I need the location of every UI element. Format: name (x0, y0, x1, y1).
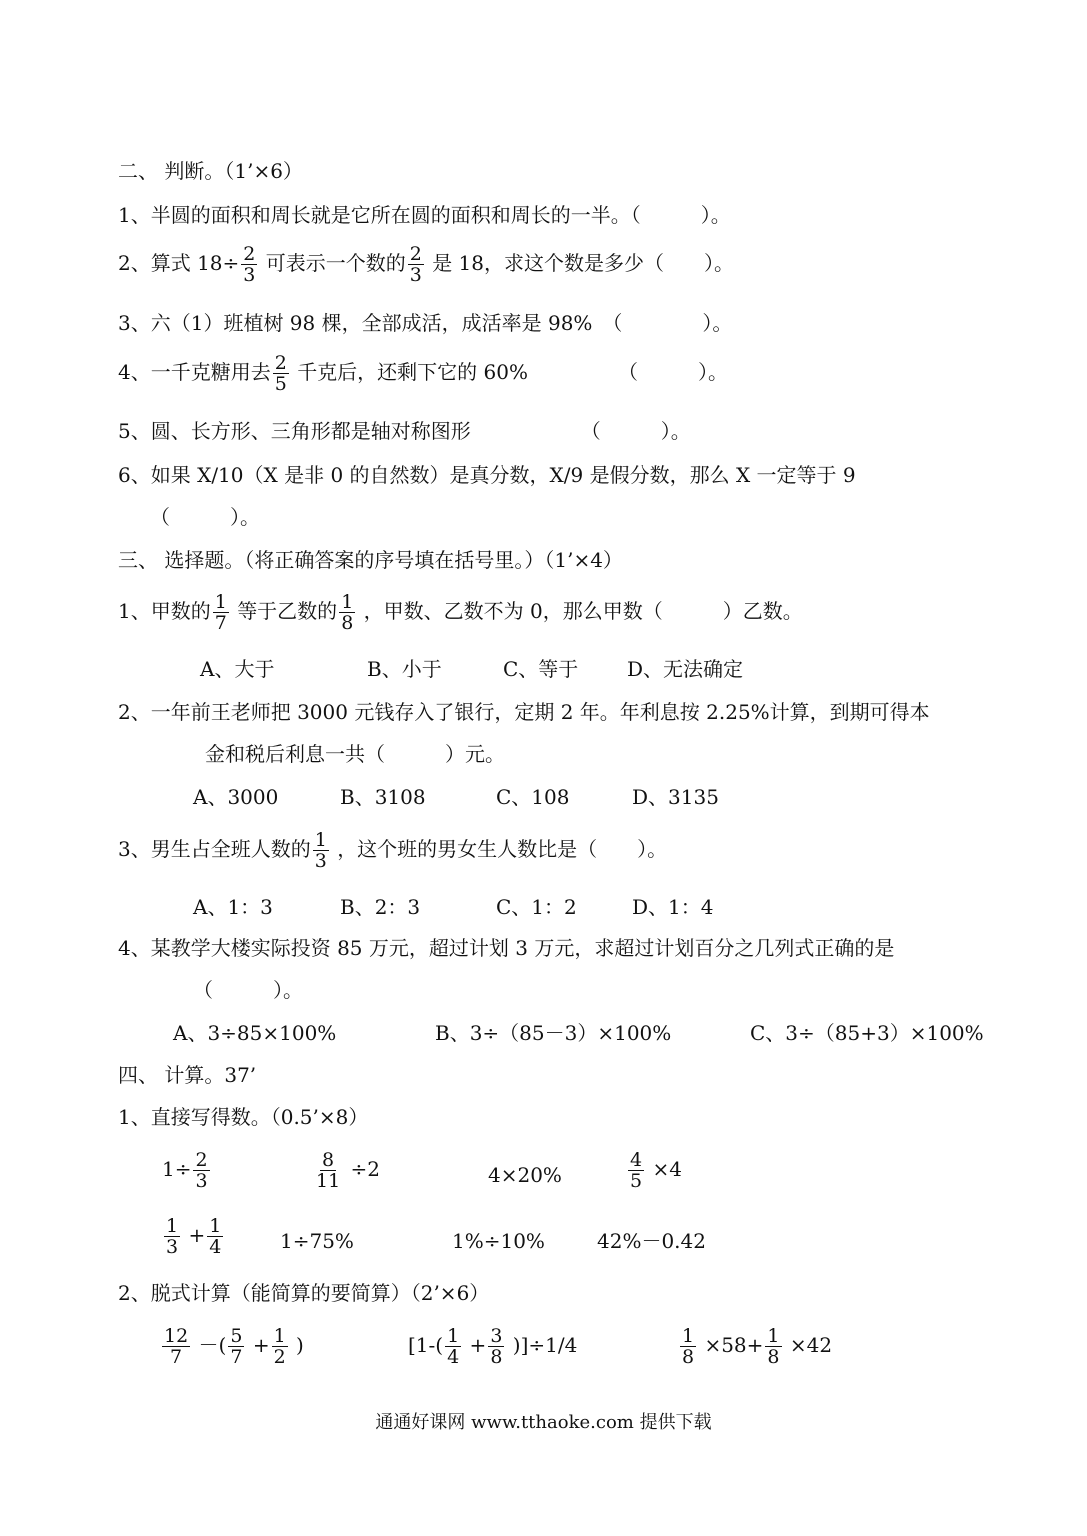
s3-question-1 (118, 592, 803, 633)
text-segment: ) (296, 1333, 304, 1357)
calc-item-1 (162, 1150, 212, 1191)
s3-q4-option-c: C、3÷（85+3）×100% (750, 1021, 984, 1045)
fraction (273, 353, 289, 394)
fraction-denominator: 4 (209, 1236, 222, 1258)
s3-q2-option-c: C、108 (496, 785, 570, 809)
calc-item-4 (626, 1150, 682, 1191)
text-segment: 等于乙数的 (237, 599, 338, 623)
text-segment: ，甲数、乙数不为 0，那么甲数（ ）乙数。 (363, 599, 803, 623)
expr-item-2 (408, 1326, 577, 1367)
s2-question-1: 1、半圆的面积和周长就是它所在圆的面积和周长的一半。（ ）。 (118, 203, 731, 227)
fraction-denominator: 8 (682, 1346, 695, 1368)
fraction-denominator: 4 (447, 1346, 460, 1368)
s3-question-3 (118, 830, 667, 871)
text-segment: 1÷ (162, 1157, 192, 1181)
fraction (162, 1326, 190, 1367)
fraction-denominator: 11 (316, 1170, 341, 1192)
fraction-numerator: 1 (767, 1325, 780, 1347)
fraction (628, 1150, 644, 1191)
fraction-numerator: 1 (447, 1325, 460, 1347)
fraction-denominator: 8 (490, 1346, 503, 1368)
fraction (680, 1326, 696, 1367)
text-segment: 2、算式 18÷ (118, 251, 240, 275)
s3-q4-option-b: B、3÷（85－3）×100% (435, 1021, 672, 1045)
fraction-denominator: 8 (341, 612, 354, 634)
fraction (313, 830, 329, 871)
fraction-numerator: 4 (630, 1149, 643, 1171)
page-footer: 通通好课网 www.tthaoke.com 提供下载 (375, 1412, 712, 1433)
fraction-denominator: 3 (409, 264, 422, 286)
s3-q1-option-d: D、无法确定 (627, 657, 744, 681)
s2-question-2 (118, 244, 734, 285)
fraction-denominator: 7 (230, 1346, 243, 1368)
section-3-heading: 三、 选择题。（将正确答案的序号填在括号里。）（1’×4） (118, 548, 623, 572)
fraction (241, 244, 257, 285)
s2-question-3: 3、六（1）班植树 98 棵，全部成活，成活率是 98% （ ）。 (118, 311, 733, 335)
fraction (193, 1150, 209, 1191)
fraction-numerator: 2 (243, 243, 256, 265)
fraction-denominator: 8 (767, 1346, 780, 1368)
fraction-denominator: 3 (195, 1170, 208, 1192)
fraction-numerator: 2 (274, 352, 287, 374)
s3-q3-option-a: A、1：3 (193, 895, 273, 919)
fraction (314, 1150, 342, 1191)
s3-question-2-line2: 金和税后利息一共（ ）元。 (205, 742, 505, 766)
text-segment: + (469, 1333, 487, 1357)
text-segment: ，这个班的男女生人数比是（ ）。 (337, 837, 668, 861)
calc-item-6: 1÷75% (280, 1229, 354, 1253)
section-4-heading: 四、 计算。37’ (118, 1063, 257, 1087)
text-segment: [1-( (408, 1333, 444, 1357)
text-segment: )]÷1/4 (512, 1333, 578, 1357)
text-segment: 可表示一个数的 (265, 251, 406, 275)
calc-item-7: 1%÷10% (452, 1229, 545, 1253)
text-segment: 4、一千克糖用去 (118, 360, 271, 384)
s3-q1-option-c: C、等于 (503, 657, 579, 681)
fraction (765, 1326, 781, 1367)
text-segment: 千克后，还剩下它的 60% （ ）。 (297, 360, 728, 384)
s3-question-2-line1: 2、一年前王老师把 3000 元钱存入了银行，定期 2 年。年利息按 2.25%计算，到期可得本 (118, 700, 930, 724)
calc-item-5 (162, 1216, 225, 1257)
s3-question-4-line2: （ ）。 (193, 978, 303, 1002)
fraction (445, 1326, 461, 1367)
text-segment: + (252, 1333, 270, 1357)
fraction-numerator: 1 (166, 1215, 179, 1237)
text-segment: 是 18，求这个数是多少（ ）。 (432, 251, 735, 275)
fraction-denominator: 5 (630, 1170, 643, 1192)
s2-question-5: 5、圆、长方形、三角形都是轴对称图形 （ ）。 (118, 419, 691, 443)
s3-q2-option-b: B、3108 (340, 785, 426, 809)
s3-q4-option-a: A、3÷85×100% (173, 1021, 337, 1045)
expr-item-3 (678, 1326, 832, 1367)
text-segment: －( (198, 1333, 227, 1357)
fraction-numerator: 5 (230, 1325, 243, 1347)
calc-item-2 (312, 1150, 380, 1191)
fraction-denominator: 3 (314, 850, 327, 872)
fraction-denominator: 7 (214, 612, 227, 634)
fraction-numerator: 3 (490, 1325, 503, 1347)
fraction (339, 592, 355, 633)
s4-part-2-heading: 2、脱式计算（能简算的要简算）（2’×6） (118, 1281, 490, 1305)
s3-q3-option-d: D、1：4 (632, 895, 714, 919)
text-segment: ÷2 (350, 1157, 381, 1181)
text-segment: 1、甲数的 (118, 599, 211, 623)
fraction-numerator: 1 (209, 1215, 222, 1237)
fraction-numerator: 2 (409, 243, 422, 265)
s3-q3-option-c: C、1：2 (496, 895, 577, 919)
fraction-numerator: 1 (682, 1325, 695, 1347)
s3-q3-option-b: B、2：3 (340, 895, 421, 919)
text-segment: ×42 (789, 1333, 833, 1357)
s3-q2-option-d: D、3135 (632, 785, 719, 809)
fraction-denominator: 3 (166, 1236, 179, 1258)
s2-question-6-line2: （ ）。 (150, 505, 260, 529)
fraction (213, 592, 229, 633)
fraction (272, 1326, 288, 1367)
section-2-heading: 二、 判断。（1’×6） (118, 159, 303, 183)
fraction-numerator: 1 (273, 1325, 286, 1347)
fraction-numerator: 12 (164, 1325, 189, 1347)
expr-item-1 (160, 1326, 304, 1367)
fraction (488, 1326, 504, 1367)
fraction-numerator: 1 (314, 829, 327, 851)
fraction (207, 1216, 223, 1257)
fraction-denominator: 2 (273, 1346, 286, 1368)
s3-q1-option-a: A、大于 (200, 657, 275, 681)
text-segment: ×58+ (704, 1333, 764, 1357)
fraction (164, 1216, 180, 1257)
fraction-denominator: 5 (274, 373, 287, 395)
s2-question-4 (118, 353, 728, 394)
fraction (408, 244, 424, 285)
s3-q2-option-a: A、3000 (193, 785, 279, 809)
s2-question-6-line1: 6、如果 X/10（X 是非 0 的自然数）是真分数，X/9 是假分数，那么 X 一定等于 9 (118, 463, 856, 487)
fraction-denominator: 7 (170, 1346, 183, 1368)
text-segment: 3、男生占全班人数的 (118, 837, 311, 861)
fraction-numerator: 1 (341, 591, 354, 613)
fraction-numerator: 8 (322, 1149, 335, 1171)
calc-item-8: 42%－0.42 (597, 1229, 706, 1253)
s4-part-1-heading: 1、直接写得数。（0.5’×8） (118, 1105, 369, 1129)
calc-item-3: 4×20% (488, 1163, 562, 1187)
s3-question-4-line1: 4、某教学大楼实际投资 85 万元，超过计划 3 万元，求超过计划百分之几列式正确的是 (118, 936, 895, 960)
fraction (228, 1326, 244, 1367)
fraction-numerator: 1 (214, 591, 227, 613)
fraction-numerator: 2 (195, 1149, 208, 1171)
fraction-denominator: 3 (243, 264, 256, 286)
text-segment: + (188, 1223, 206, 1247)
s3-q1-option-b: B、小于 (367, 657, 442, 681)
text-segment: ×4 (652, 1157, 682, 1181)
